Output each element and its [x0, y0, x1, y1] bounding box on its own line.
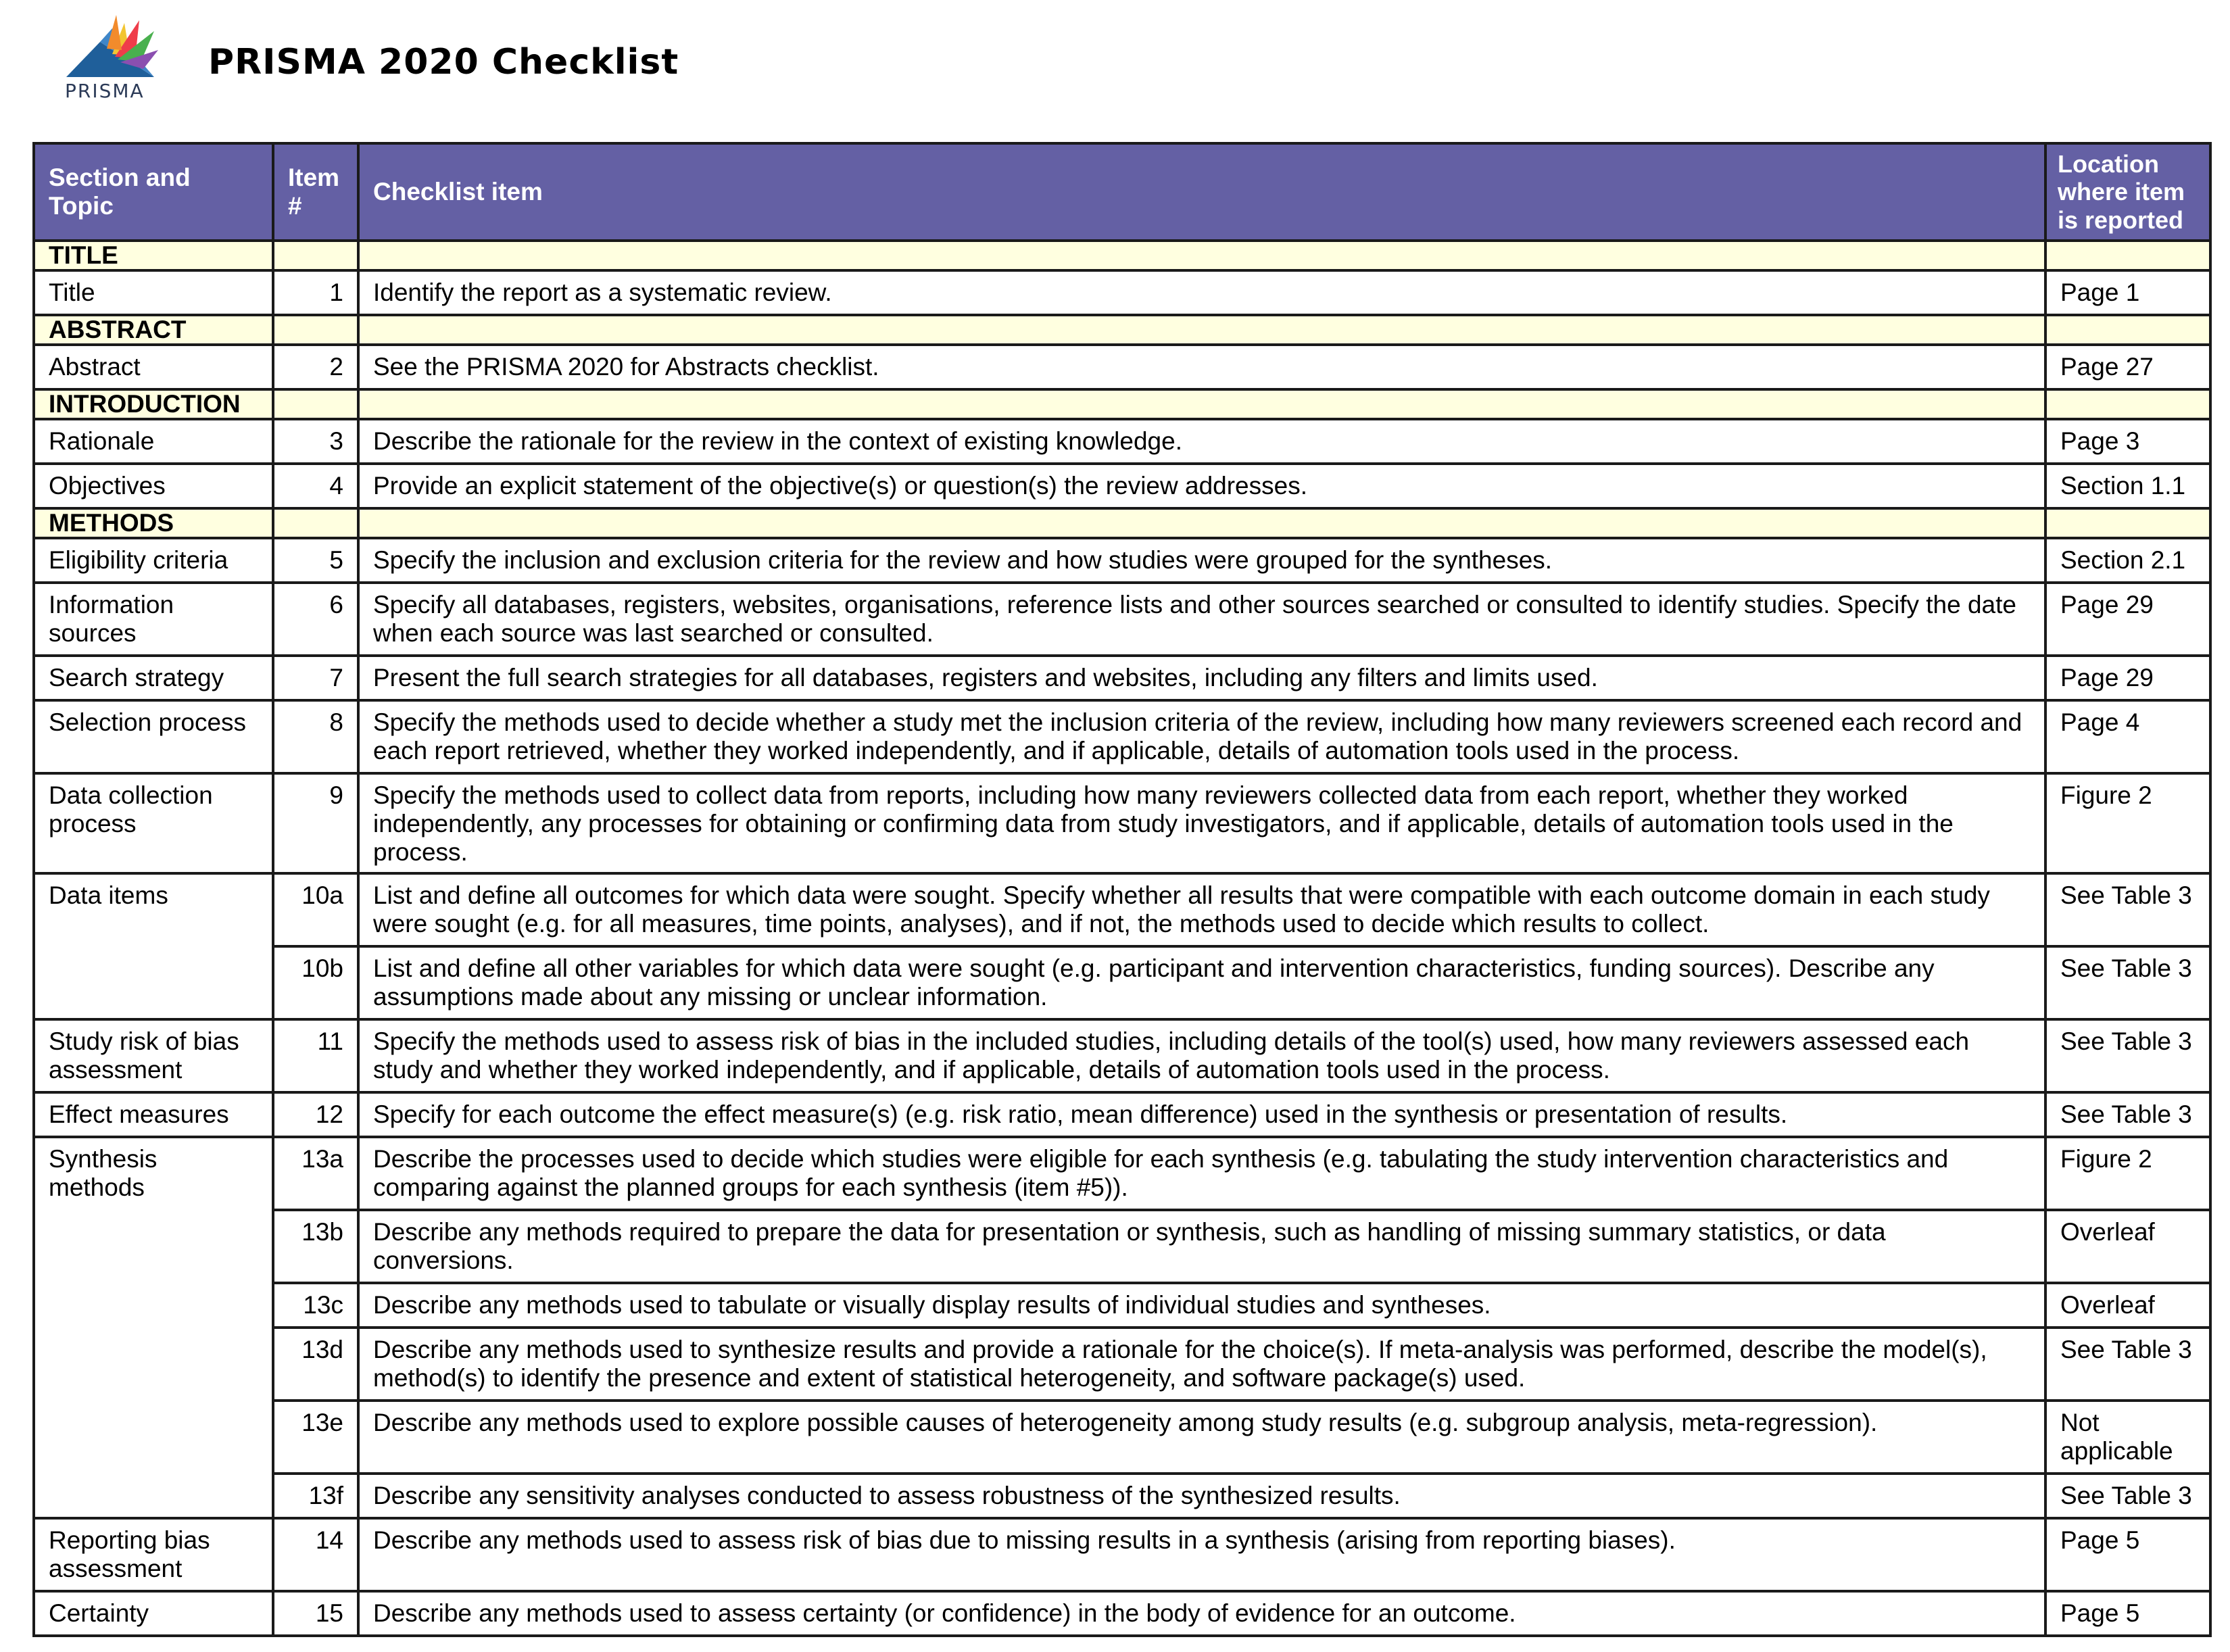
- item-number-cell: 13c: [273, 1283, 358, 1328]
- table-row: [34, 1591, 2210, 1636]
- table-row: [34, 946, 2210, 1019]
- topic-cell: Abstract: [34, 345, 273, 389]
- location-cell: See Table 3: [2045, 1474, 2210, 1518]
- topic-cell: Study risk of bias assessment: [34, 1019, 273, 1092]
- location-cell: See Table 3: [2045, 946, 2210, 1019]
- table-row: [34, 1474, 2210, 1518]
- checklist-text-cell: Specify the methods used to decide whether a study met the inclusion criteria of the review, including how many reviewers screened each record and each report retrieved, whether they worked independently, and if applicable, details of automation tools used in the process.: [358, 700, 2045, 773]
- section-label: ABSTRACT: [34, 315, 273, 345]
- section-label: TITLE: [34, 241, 273, 270]
- table-row: [34, 538, 2210, 583]
- checklist-text-cell: Describe any methods used to synthesize results and provide a rationale for the choice(s). If meta-analysis was performed, describe the model(s), method(s) to identify the presence and extent of statistical heterogeneity, and software package(s) used.: [358, 1328, 2045, 1401]
- topic-cell: Eligibility criteria: [34, 538, 273, 583]
- section-row: [34, 241, 2210, 270]
- table-row: [34, 656, 2210, 700]
- checklist-text-cell: Present the full search strategies for all databases, registers and websites, including any filters and limits used.: [358, 656, 2045, 700]
- item-number-cell: 13a: [273, 1137, 358, 1210]
- checklist-text-cell: Specify all databases, registers, websites, organisations, reference lists and other sources searched or consulted to identify studies. Specify the date when each source was last searched or consulted.: [358, 583, 2045, 656]
- location-cell: Overleaf: [2045, 1283, 2210, 1328]
- checklist-text-cell: Provide an explicit statement of the objective(s) or question(s) the review addresses.: [358, 464, 2045, 508]
- item-number-cell: 13b: [273, 1210, 358, 1283]
- checklist-text-cell: Specify the methods used to collect data from reports, including how many reviewers collected data from each report, whether they worked independently, any processes for obtaining or confirming data from study investigators, and if applicable, details of automation tools used in the process.: [358, 773, 2045, 873]
- location-cell: See Table 3: [2045, 873, 2210, 946]
- topic-cell: Objectives: [34, 464, 273, 508]
- table-header-row: [34, 143, 2210, 241]
- item-number-cell: 4: [273, 464, 358, 508]
- checklist-text-cell: Describe any methods used to assess certainty (or confidence) in the body of evidence for an outcome.: [358, 1591, 2045, 1636]
- location-cell: See Table 3: [2045, 1019, 2210, 1092]
- topic-cell: Information sources: [34, 583, 273, 656]
- table-row: [34, 1283, 2210, 1328]
- location-cell: Section 2.1: [2045, 538, 2210, 583]
- topic-cell: Title: [34, 270, 273, 315]
- item-number-cell: 12: [273, 1092, 358, 1137]
- location-cell: Overleaf: [2045, 1210, 2210, 1283]
- location-cell: See Table 3: [2045, 1092, 2210, 1137]
- checklist-text-cell: Specify for each outcome the effect measure(s) (e.g. risk ratio, mean difference) used in the synthesis or presentation of results.: [358, 1092, 2045, 1137]
- location-cell: Page 4: [2045, 700, 2210, 773]
- checklist-table: [32, 142, 2212, 1637]
- table-row: [34, 583, 2210, 656]
- location-cell: See Table 3: [2045, 1328, 2210, 1401]
- item-number-cell: 5: [273, 538, 358, 583]
- checklist-text-cell: List and define all outcomes for which data were sought. Specify whether all results that were compatible with each outcome domain in each study were sought (e.g. for all measures, time points, analyses), and if not, the methods used to decide which results to collect.: [358, 873, 2045, 946]
- checklist-text-cell: Describe any methods used to assess risk of bias due to missing results in a synthesis (arising from reporting biases).: [358, 1518, 2045, 1591]
- item-number-cell: 11: [273, 1019, 358, 1092]
- section-label: METHODS: [34, 508, 273, 538]
- checklist-text-cell: Describe any methods used to explore possible causes of heterogeneity among study results (e.g. subgroup analysis, meta-regression).: [358, 1401, 2045, 1474]
- item-number-cell: 14: [273, 1518, 358, 1591]
- checklist-text-cell: Describe the rationale for the review in the context of existing knowledge.: [358, 419, 2045, 464]
- checklist-text-cell: See the PRISMA 2020 for Abstracts checklist.: [358, 345, 2045, 389]
- item-number-cell: 1: [273, 270, 358, 315]
- item-number-cell: 15: [273, 1591, 358, 1636]
- location-cell: Page 29: [2045, 583, 2210, 656]
- column-header-item: Item #: [273, 143, 358, 241]
- checklist-text-cell: Identify the report as a systematic review.: [358, 270, 2045, 315]
- table-row: [34, 270, 2210, 315]
- item-number-cell: 6: [273, 583, 358, 656]
- table-row: [34, 464, 2210, 508]
- table-row: [34, 1210, 2210, 1283]
- item-number-cell: 2: [273, 345, 358, 389]
- checklist-text-cell: Describe any methods required to prepare the data for presentation or synthesis, such as handling of missing summary statistics, or data conversions.: [358, 1210, 2045, 1283]
- location-cell: Page 1: [2045, 270, 2210, 315]
- page-header: [0, 0, 2230, 135]
- topic-cell: Synthesis methods: [34, 1137, 273, 1518]
- checklist-text-cell: Specify the methods used to assess risk of bias in the included studies, including details of the tool(s) used, how many reviewers assessed each study and whether they worked independently, and if applicable, details of automation tools used in the process.: [358, 1019, 2045, 1092]
- location-cell: Page 5: [2045, 1518, 2210, 1591]
- checklist-text-cell: List and define all other variables for which data were sought (e.g. participant and intervention characteristics, funding sources). Describe any assumptions made about any missing or unclear information.: [358, 946, 2045, 1019]
- item-number-cell: 10a: [273, 873, 358, 946]
- location-cell: Figure 2: [2045, 773, 2210, 873]
- table-row: [34, 1328, 2210, 1401]
- table-row: [34, 1092, 2210, 1137]
- topic-cell: Rationale: [34, 419, 273, 464]
- table-row: [34, 773, 2210, 873]
- table-row: [34, 1401, 2210, 1474]
- checklist-text-cell: Describe the processes used to decide which studies were eligible for each synthesis (e.g. tabulating the study intervention characteristics and comparing against the planned groups for each synthesis (item #5)).: [358, 1137, 2045, 1210]
- item-number-cell: 8: [273, 700, 358, 773]
- column-header-topic: Section and Topic: [34, 143, 273, 241]
- section-row: [34, 389, 2210, 419]
- topic-cell: Certainty: [34, 1591, 273, 1636]
- topic-cell: Data items: [34, 873, 273, 1019]
- section-row: [34, 508, 2210, 538]
- item-number-cell: 3: [273, 419, 358, 464]
- item-number-cell: 13e: [273, 1401, 358, 1474]
- topic-cell: Effect measures: [34, 1092, 273, 1137]
- item-number-cell: 10b: [273, 946, 358, 1019]
- table-row: [34, 1518, 2210, 1591]
- location-cell: Not applicable: [2045, 1401, 2210, 1474]
- section-label: INTRODUCTION: [34, 389, 273, 419]
- topic-cell: Data collection process: [34, 773, 273, 873]
- location-cell: Page 3: [2045, 419, 2210, 464]
- table-row: [34, 873, 2210, 946]
- topic-cell: Search strategy: [34, 656, 273, 700]
- checklist-text-cell: Describe any methods used to tabulate or visually display results of individual studies and syntheses.: [358, 1283, 2045, 1328]
- table-row: [34, 1019, 2210, 1092]
- column-header-location: Location where item is reported: [2045, 143, 2210, 241]
- table-row: [34, 345, 2210, 389]
- table-row: [34, 700, 2210, 773]
- checklist-text-cell: Describe any sensitivity analyses conducted to assess robustness of the synthesized results.: [358, 1474, 2045, 1518]
- location-cell: Page 29: [2045, 656, 2210, 700]
- section-row: [34, 315, 2210, 345]
- item-number-cell: 7: [273, 656, 358, 700]
- item-number-cell: 13d: [273, 1328, 358, 1401]
- logo-text: PRISMA: [65, 80, 145, 102]
- location-cell: Page 27: [2045, 345, 2210, 389]
- table-row: [34, 419, 2210, 464]
- location-cell: Figure 2: [2045, 1137, 2210, 1210]
- page-title: PRISMA 2020 Checklist: [208, 42, 679, 82]
- column-header-checklist-item: Checklist item: [358, 143, 2045, 241]
- table-row: [34, 1137, 2210, 1210]
- topic-cell: Reporting bias assessment: [34, 1518, 273, 1591]
- location-cell: Page 5: [2045, 1591, 2210, 1636]
- item-number-cell: 13f: [273, 1474, 358, 1518]
- location-cell: Section 1.1: [2045, 464, 2210, 508]
- topic-cell: Selection process: [34, 700, 273, 773]
- checklist-text-cell: Specify the inclusion and exclusion criteria for the review and how studies were grouped for the syntheses.: [358, 538, 2045, 583]
- item-number-cell: 9: [273, 773, 358, 873]
